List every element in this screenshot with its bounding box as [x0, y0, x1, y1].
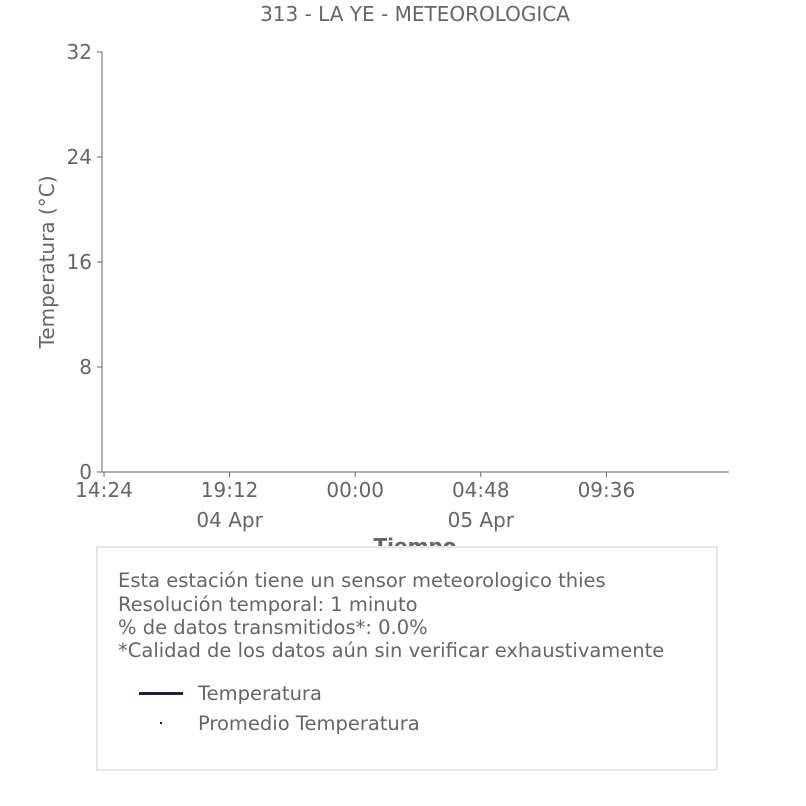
- y-ticks: [67, 40, 102, 484]
- x-tick-date-label: 04 Apr: [196, 508, 263, 532]
- legend-line-temperatura: [139, 692, 183, 695]
- legend-label-temperatura: Temperatura: [198, 682, 322, 705]
- legend-dot-promedio: [160, 722, 162, 724]
- x-tick-label: 14:24: [75, 478, 133, 502]
- x-tick-date-label: 05 Apr: [447, 508, 515, 532]
- y-tick-label: 8: [79, 355, 92, 379]
- y-tick-label: 0: [79, 460, 92, 484]
- legend-label-promedio: Promedio Temperatura: [198, 712, 420, 735]
- info-line-transmitted: % de datos transmitidos*: 0.0%: [118, 616, 428, 639]
- chart-title: 313 - LA YE - METEOROLOGICA: [260, 2, 570, 26]
- x-tick-label: 19:12: [200, 478, 259, 502]
- x-ticks: [75, 472, 635, 532]
- y-tick-label: 16: [66, 250, 92, 274]
- x-tick-label: 09:36: [577, 478, 636, 502]
- y-tick-label: 32: [66, 40, 92, 64]
- y-axis-label: Temperatura (°C): [35, 175, 59, 349]
- info-line-resolution: Resolución temporal: 1 minuto: [118, 593, 418, 616]
- x-tick-label: 00:00: [326, 478, 385, 502]
- info-line-sensor: Esta estación tiene un sensor meteorologico thies: [118, 569, 606, 592]
- info-line-quality: *Calidad de los datos aún sin verificar exhaustivamente: [118, 639, 665, 662]
- x-tick-label: 04:48: [451, 478, 510, 502]
- y-tick-label: 24: [66, 145, 92, 169]
- info-box: [96, 546, 718, 771]
